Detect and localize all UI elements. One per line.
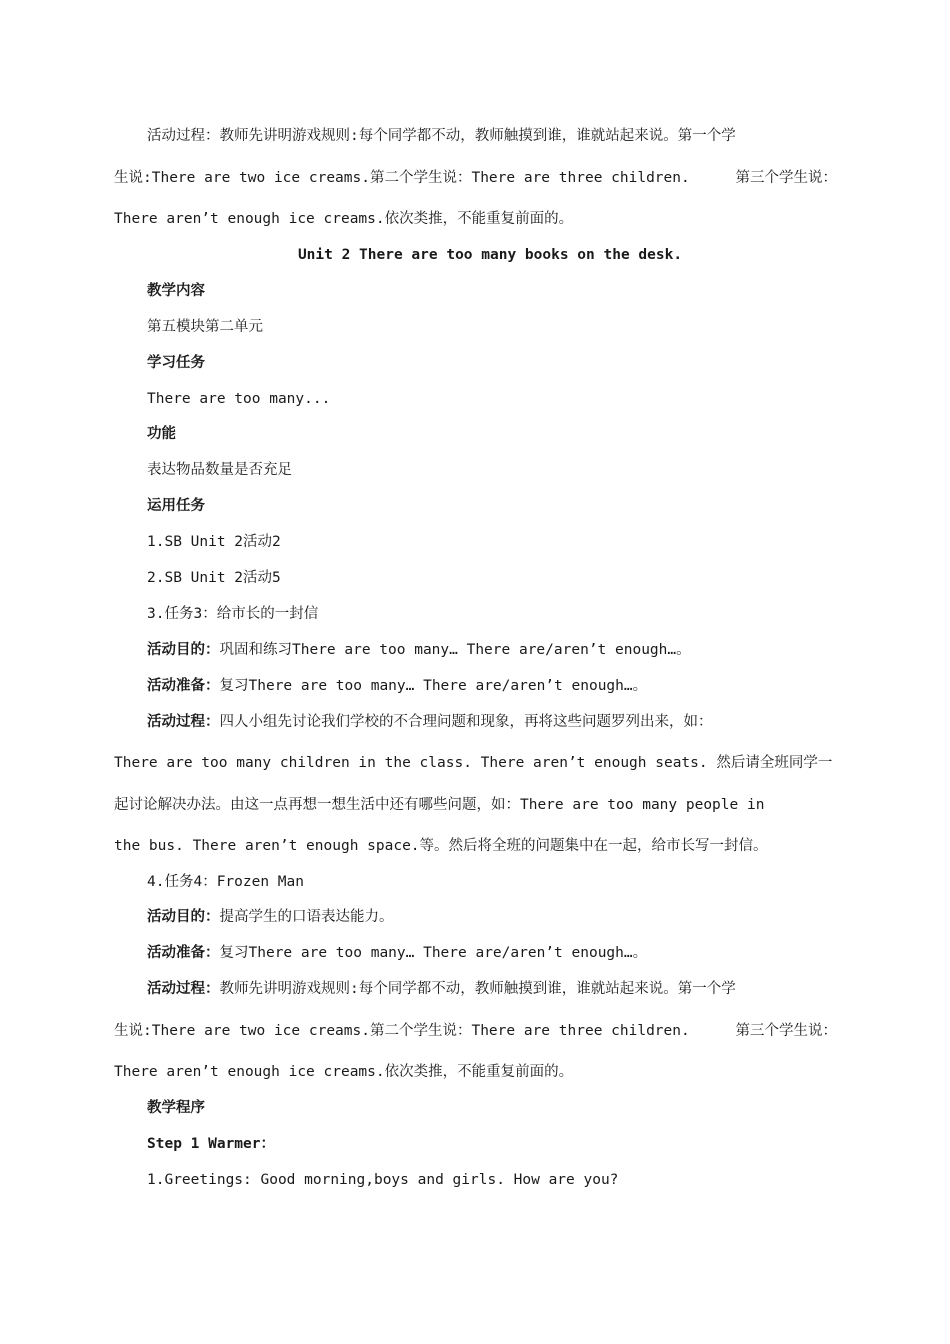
task3-process-line4: the bus. There aren’t enough space.等。然后将全班的问题集中在一起，给市长写一封信。 bbox=[114, 838, 768, 854]
task4-purpose-text: 提高学生的口语表达能力。 bbox=[219, 909, 394, 925]
task4-process-label: 活动过程： bbox=[147, 981, 220, 997]
task3-prep bbox=[147, 676, 647, 696]
task4-prep-text: 复习There are too many… There are/aren’t enough…。 bbox=[219, 945, 648, 961]
task-item-1: 1.SB Unit 2活动2 bbox=[147, 534, 281, 550]
para1-line2-b: 第三个学生说： bbox=[735, 170, 837, 186]
task3-process-line1 bbox=[147, 712, 713, 732]
task4-process-text-1: 教师先讲明游戏规则:每个同学都不动，教师触摸到谁，谁就站起来说。第一个学 bbox=[219, 981, 736, 997]
task4-process-line2-a: 生说:There are two ice creams.第二个学生说：There are three children. bbox=[114, 1023, 690, 1039]
task3-purpose-text: 巩固和练习There are too many… There are/aren’t enough…。 bbox=[219, 642, 691, 658]
task3-process-line3: 起讨论解决办法。由这一点再想一想生活中还有哪些问题，如：There are too many people in bbox=[114, 797, 765, 813]
task4-purpose bbox=[147, 907, 394, 927]
task-item-3: 3.任务3：给市长的一封信 bbox=[147, 606, 319, 622]
task4-process-line2-b: 第三个学生说： bbox=[735, 1023, 837, 1039]
task4-purpose-label: 活动目的： bbox=[147, 909, 220, 925]
step1-heading: Step 1 Warmer： bbox=[147, 1136, 275, 1152]
task3-process-label: 活动过程： bbox=[147, 714, 220, 730]
teaching-content-heading: 教学内容 bbox=[147, 283, 205, 299]
task3-prep-label: 活动准备： bbox=[147, 678, 220, 694]
task3-purpose-label: 活动目的： bbox=[147, 642, 220, 658]
greeting-line: 1.Greetings: Good morning,boys and girls. How are you? bbox=[147, 1172, 619, 1188]
application-task-heading: 运用任务 bbox=[147, 498, 205, 514]
para1-line2 bbox=[114, 168, 837, 188]
task4-title: 4.任务4：Frozen Man bbox=[147, 874, 304, 890]
task3-purpose bbox=[147, 640, 691, 660]
task4-process-line2 bbox=[114, 1021, 837, 1041]
task4-process-line1 bbox=[147, 979, 736, 999]
task3-process-line2: There are too many children in the class. There aren’t enough seats. 然后请全班同学一 bbox=[114, 755, 833, 771]
task-item-2: 2.SB Unit 2活动5 bbox=[147, 570, 281, 586]
unit-title: Unit 2 There are too many books on the desk. bbox=[297, 247, 683, 263]
task3-process-text-1: 四人小组先讨论我们学校的不合理问题和现象，再将这些问题罗列出来，如： bbox=[219, 714, 713, 730]
function-heading: 功能 bbox=[147, 426, 176, 442]
para1-line1: 活动过程：教师先讲明游戏规则:每个同学都不动，教师触摸到谁，谁就站起来说。第一个学 bbox=[147, 128, 736, 144]
function-text: 表达物品数量是否充足 bbox=[147, 462, 292, 478]
learning-task-text: There are too many... bbox=[147, 391, 331, 407]
procedure-heading: 教学程序 bbox=[147, 1100, 205, 1116]
task4-prep-label: 活动准备： bbox=[147, 945, 220, 961]
teaching-content-text: 第五模块第二单元 bbox=[147, 319, 263, 335]
task4-process-line3: There aren’t enough ice creams.依次类推，不能重复前面的。 bbox=[114, 1064, 574, 1080]
para1-line2-a: 生说:There are two ice creams.第二个学生说：There are three children. bbox=[114, 170, 690, 186]
learning-task-heading: 学习任务 bbox=[147, 355, 205, 371]
para1-line3: There aren’t enough ice creams.依次类推，不能重复前面的。 bbox=[114, 211, 574, 227]
task4-prep bbox=[147, 943, 647, 963]
task3-prep-text: 复习There are too many… There are/aren’t enough…。 bbox=[219, 678, 648, 694]
